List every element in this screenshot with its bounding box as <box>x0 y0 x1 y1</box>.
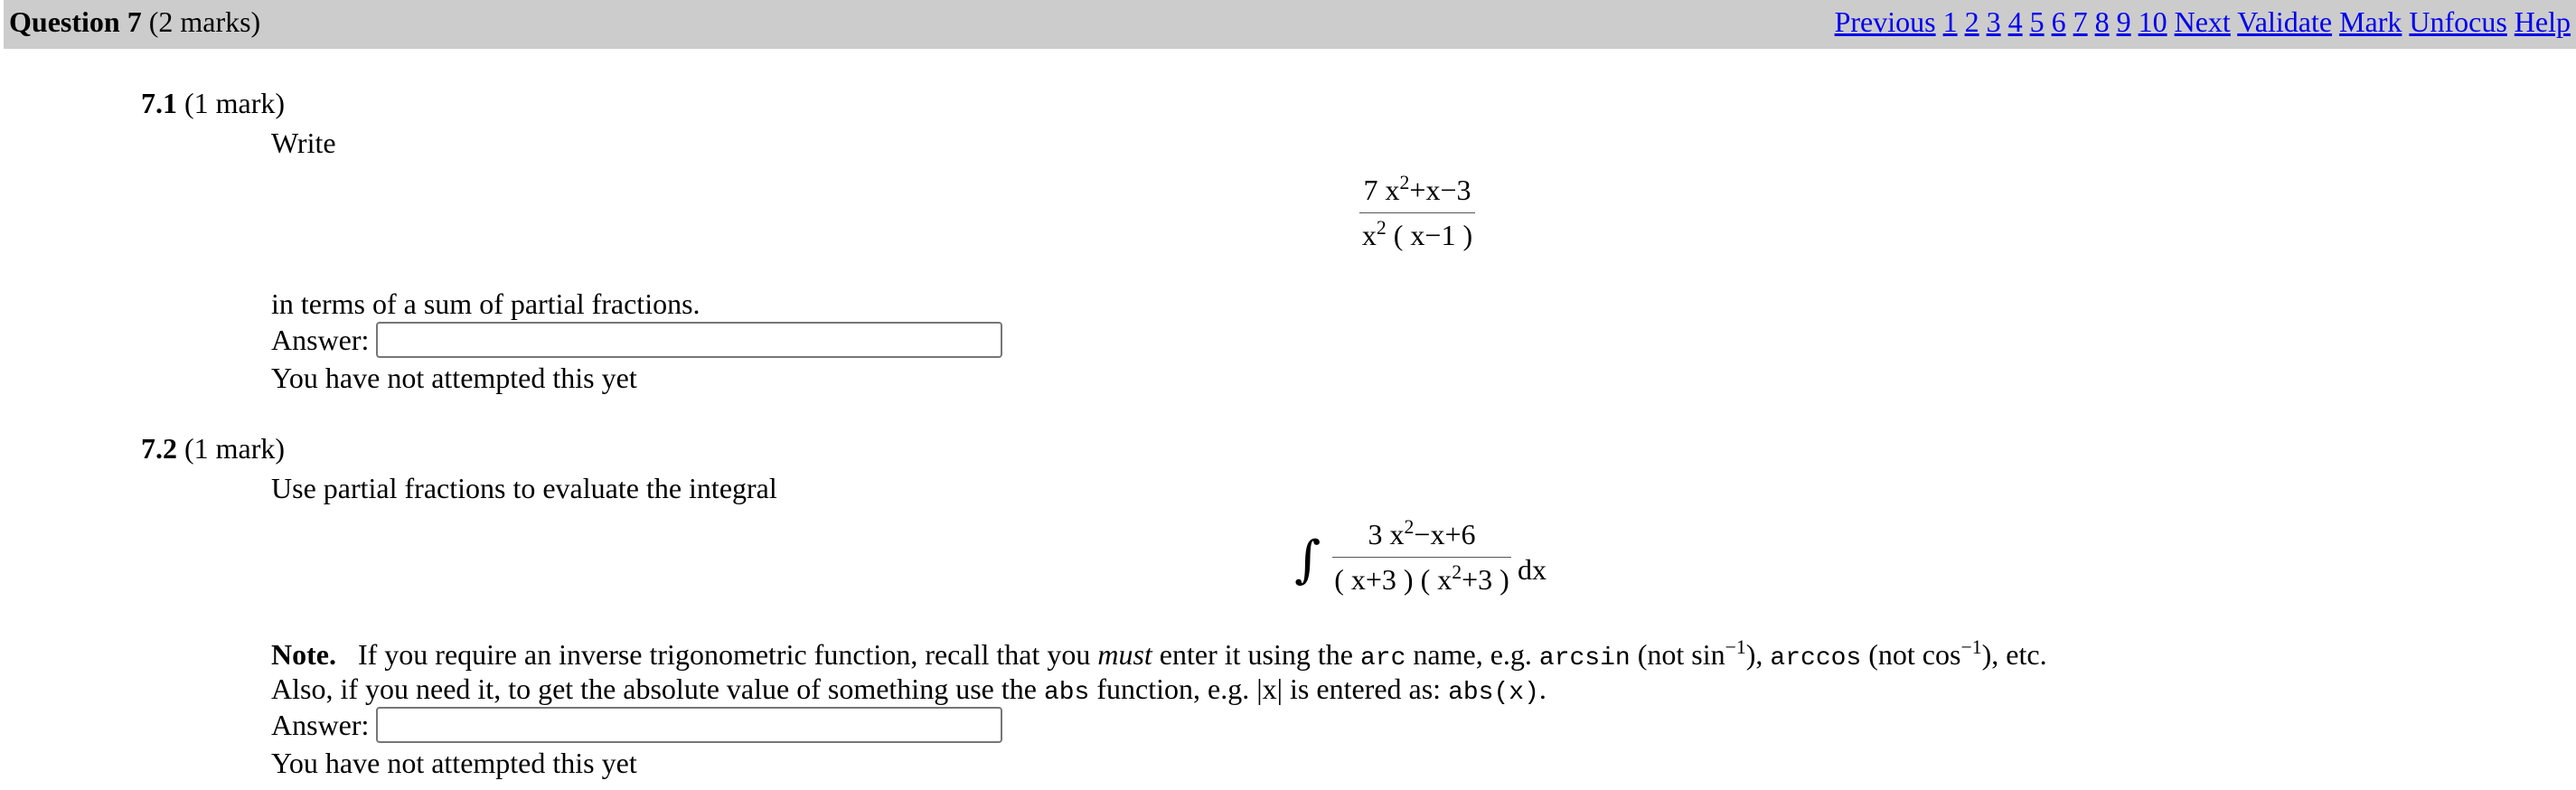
part-7-1-answer-label: Answer: <box>271 324 370 356</box>
code-arc: arc <box>1359 644 1406 672</box>
part-7-2-note: Note. If you require an inverse trigonometric function, recall that you must enter it using the arc name, e.g. arcsin (not $\sin^{-1}$), arccos (not $\cos^{-1}$), etc. <box>271 636 2047 672</box>
help-link[interactable]: Help <box>2514 5 2571 38</box>
part-7-1-marks: (1 mark) <box>184 87 286 119</box>
part-7-2-answer-label: Answer: <box>271 709 370 741</box>
integral-dx: dx <box>1518 553 1547 586</box>
code-arccos: arccos <box>1770 644 1862 672</box>
part-7-2-answer-input[interactable] <box>376 707 1002 743</box>
part-7-2-label: 7.2 <box>141 432 177 465</box>
part-7-1-intro: Write <box>271 127 336 159</box>
mark-link[interactable]: Mark <box>2339 5 2402 38</box>
page-link-3[interactable]: 3 <box>1986 5 2001 38</box>
note-emphasis: must <box>1097 638 1152 671</box>
code-arcsin: arcsin <box>1538 644 1631 672</box>
part-7-1-heading <box>141 87 285 120</box>
part-7-1-fraction <box>1359 174 1475 252</box>
fraction-bar <box>1359 212 1475 213</box>
validate-link[interactable]: Validate <box>2237 5 2333 38</box>
page-link-1[interactable]: 1 <box>1942 5 1958 38</box>
next-link[interactable]: Next <box>2174 5 2231 38</box>
question-marks: (2 marks) <box>148 5 261 38</box>
page-link-6[interactable]: 6 <box>2051 5 2066 38</box>
unfocus-link[interactable]: Unfocus <box>2409 5 2507 38</box>
page-link-8[interactable]: 8 <box>2094 5 2110 38</box>
fraction-bar <box>1332 557 1511 558</box>
part-7-1-label: 7.1 <box>141 87 177 119</box>
integral-sign: ∫ <box>1294 531 1321 589</box>
part-7-1-denominator: $x^2$ ( x−1 ) <box>1361 217 1473 251</box>
page-link-5[interactable]: 5 <box>2029 5 2045 38</box>
question-number: Question 7 <box>9 5 142 38</box>
note-label: Note. <box>271 638 336 671</box>
page-link-9[interactable]: 9 <box>2116 5 2131 38</box>
code-abs-x: abs(x) <box>1448 679 1539 707</box>
part-7-1-status: You have not attempted this yet <box>271 362 637 394</box>
page-link-2[interactable]: 2 <box>1964 5 1979 38</box>
part-7-2-heading <box>141 432 285 466</box>
code-abs: abs <box>1043 679 1090 707</box>
question-title <box>9 5 260 39</box>
part-7-1-numerator: 7 $x^2+x-3$ <box>1363 172 1471 206</box>
part-7-2-fraction <box>1332 518 1511 597</box>
part-7-1-answer-input[interactable] <box>376 322 1002 358</box>
part-7-2-denominator: ( x+3 ) ( $x^2+3$ ) <box>1334 561 1509 596</box>
part-7-2-intro: Use partial fractions to evaluate the integral <box>271 472 777 504</box>
part-7-2-note-line2: Also, if you need it, to get the absolute value of something use the abs function, e.g. |x| is entered as: abs(x). <box>271 672 1547 707</box>
page-link-10[interactable]: 10 <box>2138 5 2167 38</box>
part-7-2-status: You have not attempted this yet <box>271 747 637 779</box>
previous-link[interactable]: Previous <box>1834 5 1936 38</box>
question-header-bar <box>4 0 2576 49</box>
part-7-2-marks: (1 mark) <box>184 432 286 465</box>
part-7-1-instruction: in terms of a sum of partial fractions. <box>271 287 700 320</box>
question-navigation <box>1835 5 2571 39</box>
part-7-2-numerator: 3 $x^2-x+6$ <box>1368 516 1476 550</box>
page-link-7[interactable]: 7 <box>2073 5 2088 38</box>
page-link-4[interactable]: 4 <box>2007 5 2023 38</box>
